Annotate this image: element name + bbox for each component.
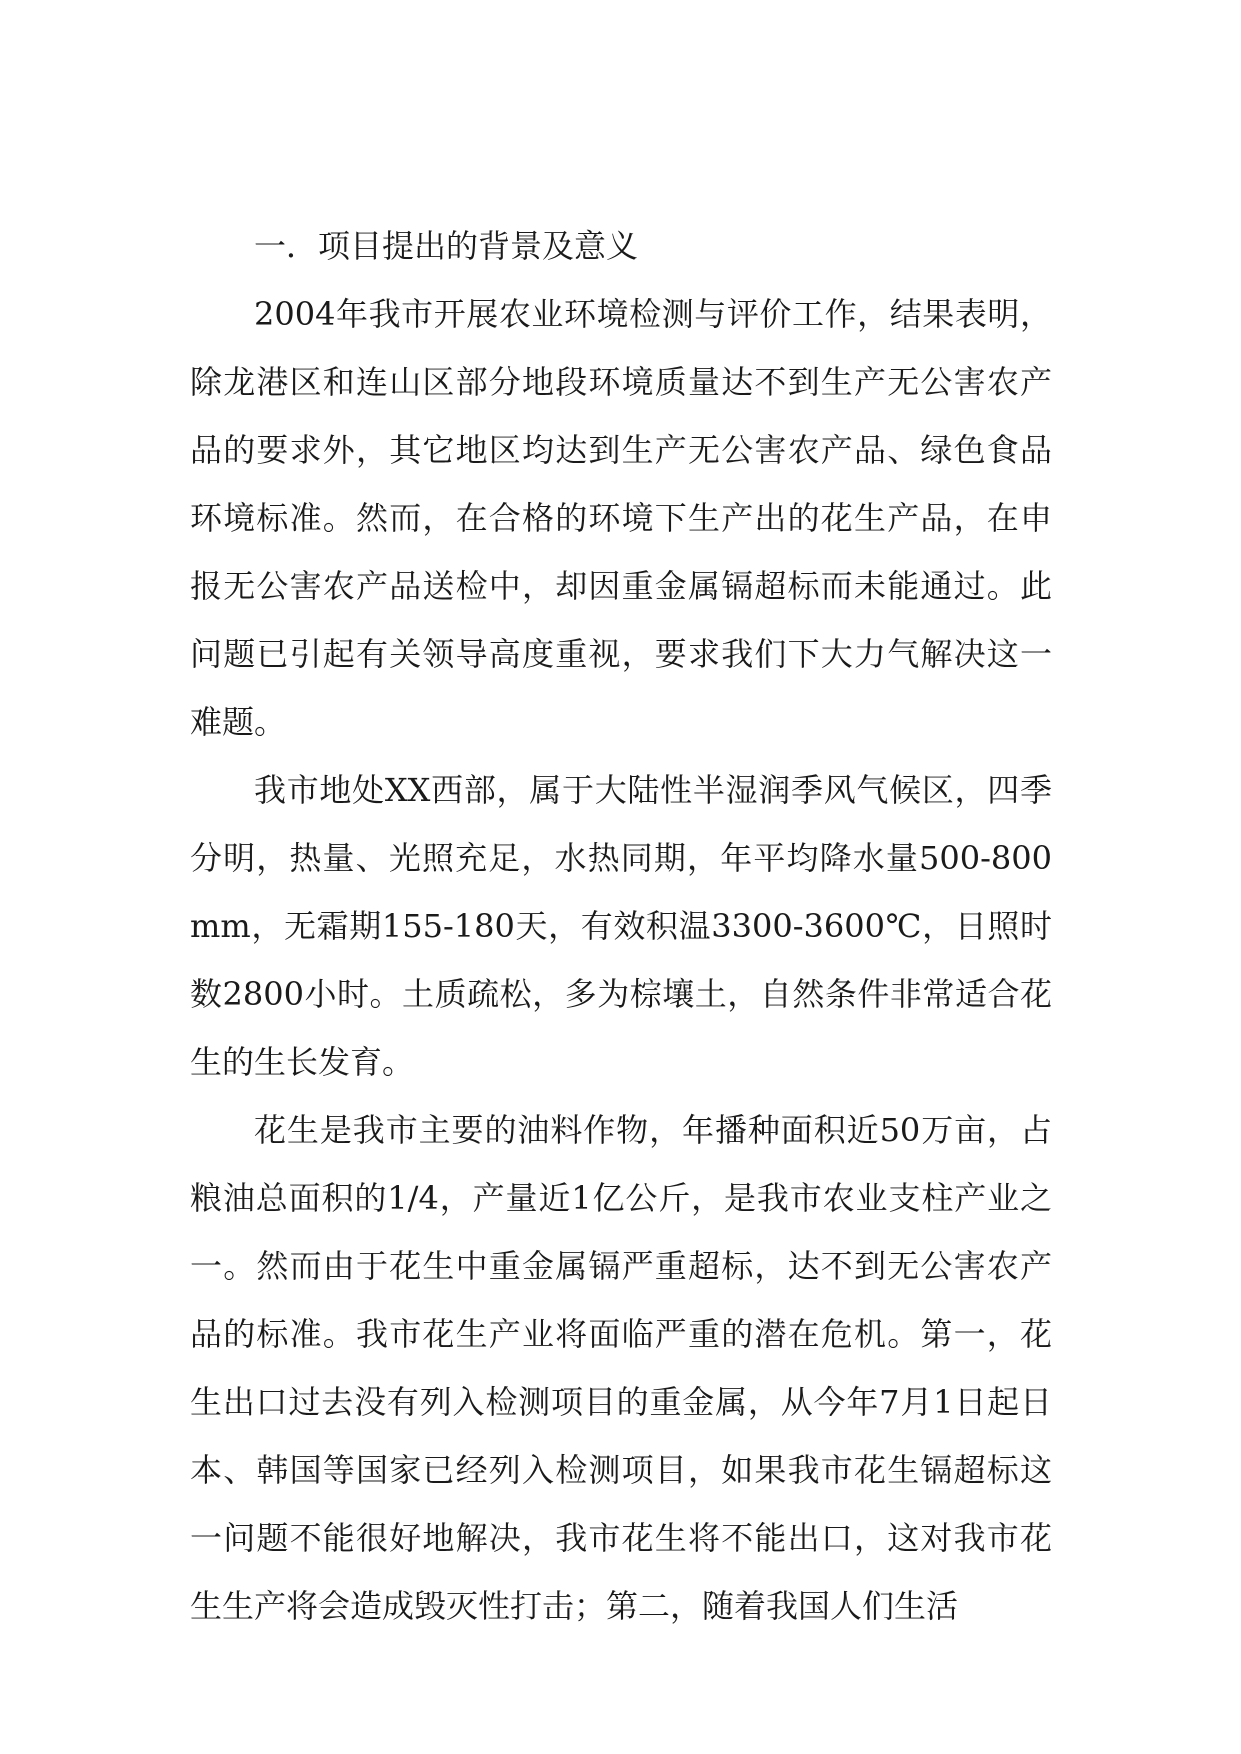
paragraph-climate: 我市地处XX西部，属于大陆性半湿润季风气候区，四季分明，热量、光照充足，水热同期，年平均降水量500-800mm，无霜期155-180天，有效积温3300-3600℃，日照时数2800小时。土质疏松，多为棕壤土，自然条件非常适合花生的生长发育。 [190,771,1052,1081]
paragraph-background: 2004年我市开展农业环境检测与评价工作，结果表明，除龙港区和连山区部分地段环境质量达不到生产无公害农产品的要求外，其它地区均达到生产无公害农产品、绿色食品环境标准。然而，在合格的环境下生产出的花生产品，在申报无公害农产品送检中，却因重金属镉超标而未能通过。此问题已引起有关领导高度重视，要求我们下大力气解决这一难题。 [190,295,1052,741]
section-heading: 一．项目提出的背景及意义 [254,227,639,265]
paragraph-peanut-industry: 花生是我市主要的油料作物，年播种面积近50万亩，占粮油总面积的1/4，产量近1亿公斤，是我市农业支柱产业之一。然而由于花生中重金属镉严重超标，达不到无公害农产品的标准。我市花生产业将面临严重的潜在危机。第一，花生出口过去没有列入检测项目的重金属，从今年7月1日起日本、韩国等国家已经列入检测项目，如果我市花生镉超标这一问题不能很好地解决，我市花生将不能出口，这对我市花生生产将会造成毁灭性打击；第二，随着我国人们生活 [190,1111,1052,1625]
document-body [190,212,1052,1640]
